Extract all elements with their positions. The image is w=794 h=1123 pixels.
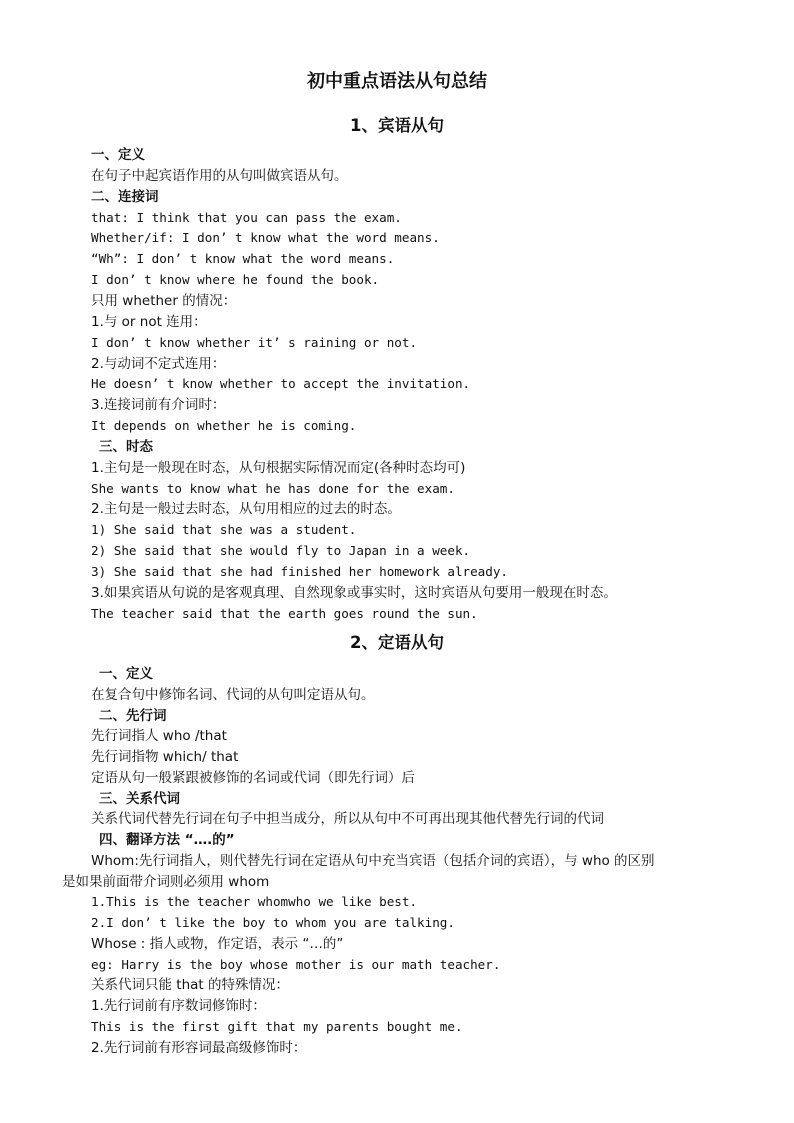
subheading: 一、定义 [99, 666, 153, 682]
text-line: 在句子中起宾语作用的从句叫做宾语从句。 [91, 167, 348, 184]
text-line: 3.连接词前有介词时： [91, 397, 226, 414]
text-line: 先行词指物 which/ that [91, 749, 239, 765]
text-line: 先行词指人 who /that [91, 728, 227, 745]
text-line: 只用 whether 的情况： [91, 292, 237, 309]
text-line: eg: Harry is the boy whose mother is our math teacher. [91, 956, 501, 972]
text-line: 2.I don’ t like the boy to whom you are talking. [91, 915, 455, 930]
text-line: 2) She said that she would fly to Japan in a week. [91, 543, 471, 559]
subheading: 二、先行词 [99, 707, 167, 724]
text-line: This is the first gift that my parents bought me. [91, 1018, 463, 1034]
text-line: She wants to know what he has done for the exam. [91, 480, 455, 496]
subheading: 四、翻译方法 “….的” [99, 832, 235, 848]
text-line: that: I think that you can pass the exam. [91, 209, 402, 225]
text-line: 关系代词代替先行词在句子中担当成分，所以从句中不可再出现其他代替先行词的代词 [91, 811, 604, 828]
text-line: 1) She said that she was a student. [91, 522, 357, 538]
text-line: He doesn’ t know whether to accept the invitation. [91, 376, 471, 392]
section-heading-attributive-clause: 2、定语从句 [350, 633, 444, 652]
text-line: 关系代词只能 that 的特殊情况： [91, 977, 289, 994]
text-line: 在复合句中修饰名词、代词的从句叫定语从句。 [91, 686, 375, 703]
text-line: 1.主句是一般现在时态，从句根据实际情况而定(各种时态均可) [91, 459, 466, 476]
subheading: 三、关系代词 [99, 790, 180, 807]
text-line: 2.与动词不定式连用： [91, 355, 226, 372]
text-line: 3) She said that she had finished her homework already. [91, 564, 509, 579]
text-line: I don’ t know whether it’ s raining or not. [91, 334, 418, 350]
subheading: 三、时态 [99, 438, 153, 455]
text-line: The teacher said that the earth goes round the sun. [91, 605, 478, 621]
text-line: 1.先行词前有序数词修饰时： [91, 998, 266, 1014]
subheading: 二、连接词 [91, 188, 159, 205]
subheading: 一、定义 [91, 147, 145, 163]
text-line: It depends on whether he is coming. [91, 418, 357, 434]
text-line: 定语从句一般紧跟被修饰的名词或代词（即先行词）后 [91, 769, 415, 786]
text-line: Whether/if: I don’ t know what the word means. [91, 230, 440, 246]
text-line: 2.主句是一般过去时态，从句用相应的过去的时态。 [91, 501, 401, 518]
section-heading-object-clause: 1、宾语从句 [350, 116, 444, 135]
text-line: 1.This is the teacher whomwho we like best. [91, 894, 418, 910]
text-line: “Wh”: I don’ t know what the word means. [91, 251, 395, 267]
text-line: I don’ t know where he found the book. [91, 272, 380, 288]
text-line: Whom:先行词指人，则代替先行词在定语从句中充当宾语（包括介词的宾语），与 who 的区别 [91, 852, 655, 869]
text-line: 是如果前面带介词则必须用 whom [62, 873, 270, 890]
text-line: Whose : 指人或物，作定语，表示 “…的” [91, 935, 344, 952]
text-line: 1.与 or not 连用： [91, 313, 207, 330]
document-title: 初中重点语法从句总结 [307, 71, 487, 92]
text-line: 2.先行词前有形容词最高级修饰时： [91, 1039, 307, 1056]
text-line: 3.如果宾语从句说的是客观真理、自然现象或事实时，这时宾语从句要用一般现在时态。 [91, 584, 617, 601]
